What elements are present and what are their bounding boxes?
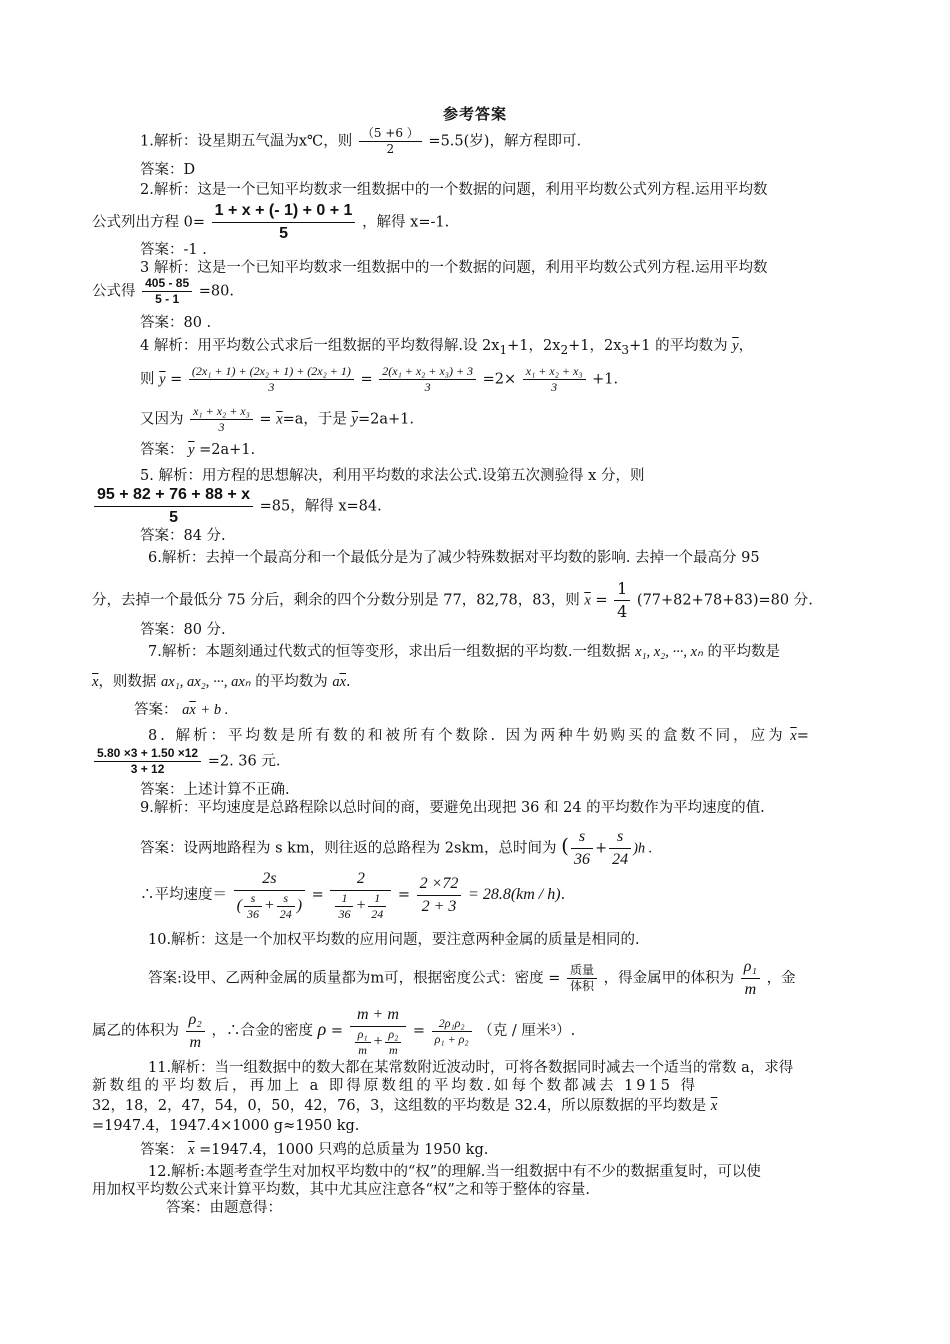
q6-explanation-line2: 分，去掉一个最低分 75 分后，剩余的四个分数分别是 77，82,78，83，则 $\overline{x}$ = $\frac{1}{4}$ (77+82+78+83)=80 分.	[92, 579, 813, 621]
q1-fraction: $\frac{(5 +6 )}{2}$	[359, 126, 422, 157]
q1-answer: 答案：D	[140, 162, 196, 178]
q3-fraction: $\frac{405 - 85}{5 - 1}$	[142, 276, 192, 307]
q4-explanation-line2: 则 $\overline{y}$ = $\frac{\text{(2x₁ + 1) + (2x₂ + 1) + (2x₂ + 1)}}{3}$ = $\frac{\text{2(x₁ + x₂ + x₃) + 3}}{3}$ =2× $\frac{\text{x₁ + x₂ + x₃}}{3}$ +1.	[140, 364, 619, 394]
q7-explanation-line2: $\overline{x}$，则数据 ax₁, ax₂, ···, axₙ 的平均数为 $a\overline{x}$.	[92, 674, 351, 690]
q6-fraction: $\frac{1}{4}$	[614, 578, 630, 623]
q2-explanation-line2: 公式列出方程 0= $\frac{1 + x + (- 1) + 0 + 1}{5}$ ，解得 x=-1.	[92, 200, 449, 245]
q9-speed-fraction-2: 2 $\frac{1}{36}$ + $\frac{1}{24}$	[330, 868, 391, 922]
q11-answer: 答案： $\overline{x} =1947.4$，1000 只鸡的总质量为 1950 kg.	[140, 1142, 489, 1158]
q10-density-fraction: $\frac{\text{质量}}{\text{体积}}$	[567, 963, 597, 994]
q11-explanation-line3: 32，18，2，47，54，0，50，42，76，3，这组数的平均数是 32.4，所以原数据的平均数是 $\overline{x}$	[92, 1098, 718, 1114]
q9-time-fraction-1: $\frac{s}{36}$	[571, 826, 593, 871]
q9-speed-fraction-3: $\frac{2 \times 72}{2 + 3}$	[417, 873, 462, 918]
q8-fraction: $\frac{5.80 \times 3 + 1.50 \times 12}{3 + 12}$	[94, 746, 201, 777]
q1-explanation: 1.解析：设星期五气温为x℃，则 $\frac{(5 +6 )}{2}$ =5.5(岁)，解方程即可.	[140, 126, 582, 156]
q2-answer: 答案：-1 .	[140, 242, 207, 258]
q9-answer-line2: ∴平均速度＝ 2s ( $\frac{s}{36}$ + $\frac{s}{24}$ ) = 2 $\frac{1}{36}$ + $\frac{1}{24}$ = $\frac{2 \times 72}{2 + 3}$ = 28.8(km / h).	[140, 870, 566, 921]
q11-explanation-line1: 11.解析：当一组数据中的数大都在某常数附近波动时，可将各数据同时减去一个适当的常数 a，求得	[148, 1060, 794, 1076]
q4-fraction-1: $\frac{\text{(2x₁ + 1) + (2x₂ + 1) + (2x₂ + 1)}}{3}$	[189, 364, 354, 395]
q8-explanation-line1: 8. 解析：平均数是所有数的和被所有个数除. 因为两种牛奶购买的盒数不同，应为 $\overline{x}=$	[148, 728, 809, 744]
q4-answer: 答案： $\overline{y} =2a+1$.	[140, 442, 256, 458]
q2-explanation-line1: 2.解析：这是一个已知平均数求一组数据中的一个数据的问题，利用平均数公式列方程.运用平均数	[140, 182, 768, 198]
q4-fraction-4: $\frac{\text{x₁ + x₂ + x₃}}{3}$	[190, 404, 253, 435]
q10-alloy-fraction: m + m $\frac{\text{ρ₁}}{m}$ + $\frac{\text{ρ₂}}{m}$	[350, 1004, 407, 1058]
q11-explanation-line4: =1947.4，1947.4×1000 g≈1950 kg.	[92, 1118, 360, 1134]
q8-answer: 答案：上述计算不正确.	[140, 782, 290, 798]
q8-explanation-line2: $\frac{5.80 \times 3 + 1.50 \times 12}{3 + 12}$ =2. 36 元.	[92, 746, 280, 777]
q4-fraction-3: $\frac{\text{x₁ + x₂ + x₃}}{3}$	[523, 364, 586, 395]
q5-explanation-line1: 5. 解析：用方程的思想解决，利用平均数的求法公式.设第五次测验得 x 分，则	[140, 468, 645, 484]
q5-fraction: $\frac{95 + 82 + 76 + 88 + x}{5}$	[94, 484, 253, 529]
q4-fraction-2: $\frac{\text{2(x₁ + x₂ + x₃) + 3}}{3}$	[379, 364, 476, 395]
q9-answer-line1: 答案：设两地路程为 s km，则往返的总路程为 2skm，总时间为 ( $\frac{s}{36}$ + $\frac{s}{24}$ )h .	[140, 826, 652, 871]
q7-explanation-line1: 7.解析：本题刻通过代数式的恒等变形，求出后一组数据的平均数.一组数据 x₁, x₂, ···, xₙ 的平均数是	[148, 644, 780, 660]
q9-explanation: 9.解析：平均速度是总路程除以总时间的商，要避免出现把 36 和 24 的平均数作为平均速度的值.	[140, 800, 765, 816]
q10-explanation: 10.解析：这是一个加权平均数的应用问题，要注意两种金属的质量是相同的.	[148, 932, 640, 948]
q10-answer-line2: 属乙的体积为 $\frac{\text{ρ₂}}{m}$ ，∴合金的密度 ρ = m + m $\frac{\text{ρ₁}}{m}$ + $\frac{\text{ρ₂}}{m}$ = $\frac{\text{2ρ₁ρ₂}}{\text{ρ₁ + ρ₂}}$ （克 / 厘米³）.	[92, 1006, 576, 1057]
q9-speed-fraction: 2s ( $\frac{s}{36}$ + $\frac{s}{24}$ )	[234, 868, 305, 922]
q4-explanation-line3: 又因为 $\frac{\text{x₁ + x₂ + x₃}}{3}$ = $\overline{x}=a$，于是 $\overline{y}=2a+1$.	[140, 404, 414, 434]
q12-explanation-line2: 用加权平均数公式来计算平均数，其中尤其应注意各“权”之和等于整体的容量.	[92, 1182, 590, 1198]
q10-answer-line1: 答案:设甲、乙两种金属的质量都为m可，根据密度公式：密度 = $\frac{\text{质量}}{\text{体积}}$ ，得金属甲的体积为 $\frac{\text{ρ₁}}{m}$ ，金	[148, 956, 796, 1001]
q12-explanation-line1: 12.解析:本题考查学生对加权平均数中的“权”的理解.当一组数据中有不少的数据重复时，可以使	[148, 1164, 761, 1180]
q5-answer: 答案：84 分.	[140, 528, 226, 544]
q11-explanation-line2: 新数组的平均数后，再加上 a 即得原数组的平均数.如每个数都减去 1915 得	[92, 1078, 699, 1094]
q3-explanation-line1: 3 解析：这是一个已知平均数求一组数据中的一个数据的问题，利用平均数公式列方程.运用平均数	[140, 260, 768, 276]
q4-explanation-line1: 4 解析：用平均数公式求后一组数据的平均数得解.设 $2x_1+1$，$2x_2+1$，$2x_3+1$ 的平均数为 $\overline{y}$，	[140, 338, 754, 357]
q9-time-fraction-2: $\frac{s}{24}$	[609, 826, 631, 871]
q5-explanation-line2: $\frac{95 + 82 + 76 + 88 + x}{5}$ =85，解得 x=84.	[92, 484, 382, 529]
q2-fraction: $\frac{1 + x + (- 1) + 0 + 1}{5}$	[212, 200, 356, 245]
q6-explanation-line1: 6.解析：去掉一个最高分和一个最低分是为了减少特殊数据对平均数的影响. 去掉一个最高分 95	[148, 550, 760, 566]
q7-answer: 答案： $a\overline{x} + b$ .	[134, 702, 229, 718]
q12-answer: 答案：由题意得：	[166, 1200, 282, 1216]
q10-result-fraction: $\frac{\text{2ρ₁ρ₂}}{\text{ρ₁ + ρ₂}}$	[432, 1016, 472, 1047]
q6-answer: 答案：80 分.	[140, 622, 226, 638]
q3-answer: 答案：80 .	[140, 315, 212, 331]
q10-volume-b-fraction: $\frac{\text{ρ₂}}{m}$	[186, 1009, 205, 1054]
q10-volume-a-fraction: $\frac{\text{ρ₁}}{m}$	[741, 956, 760, 1001]
q3-explanation-line2: 公式得 $\frac{405 - 85}{5 - 1}$ =80.	[92, 276, 234, 306]
page-title: 参考答案	[442, 105, 507, 123]
